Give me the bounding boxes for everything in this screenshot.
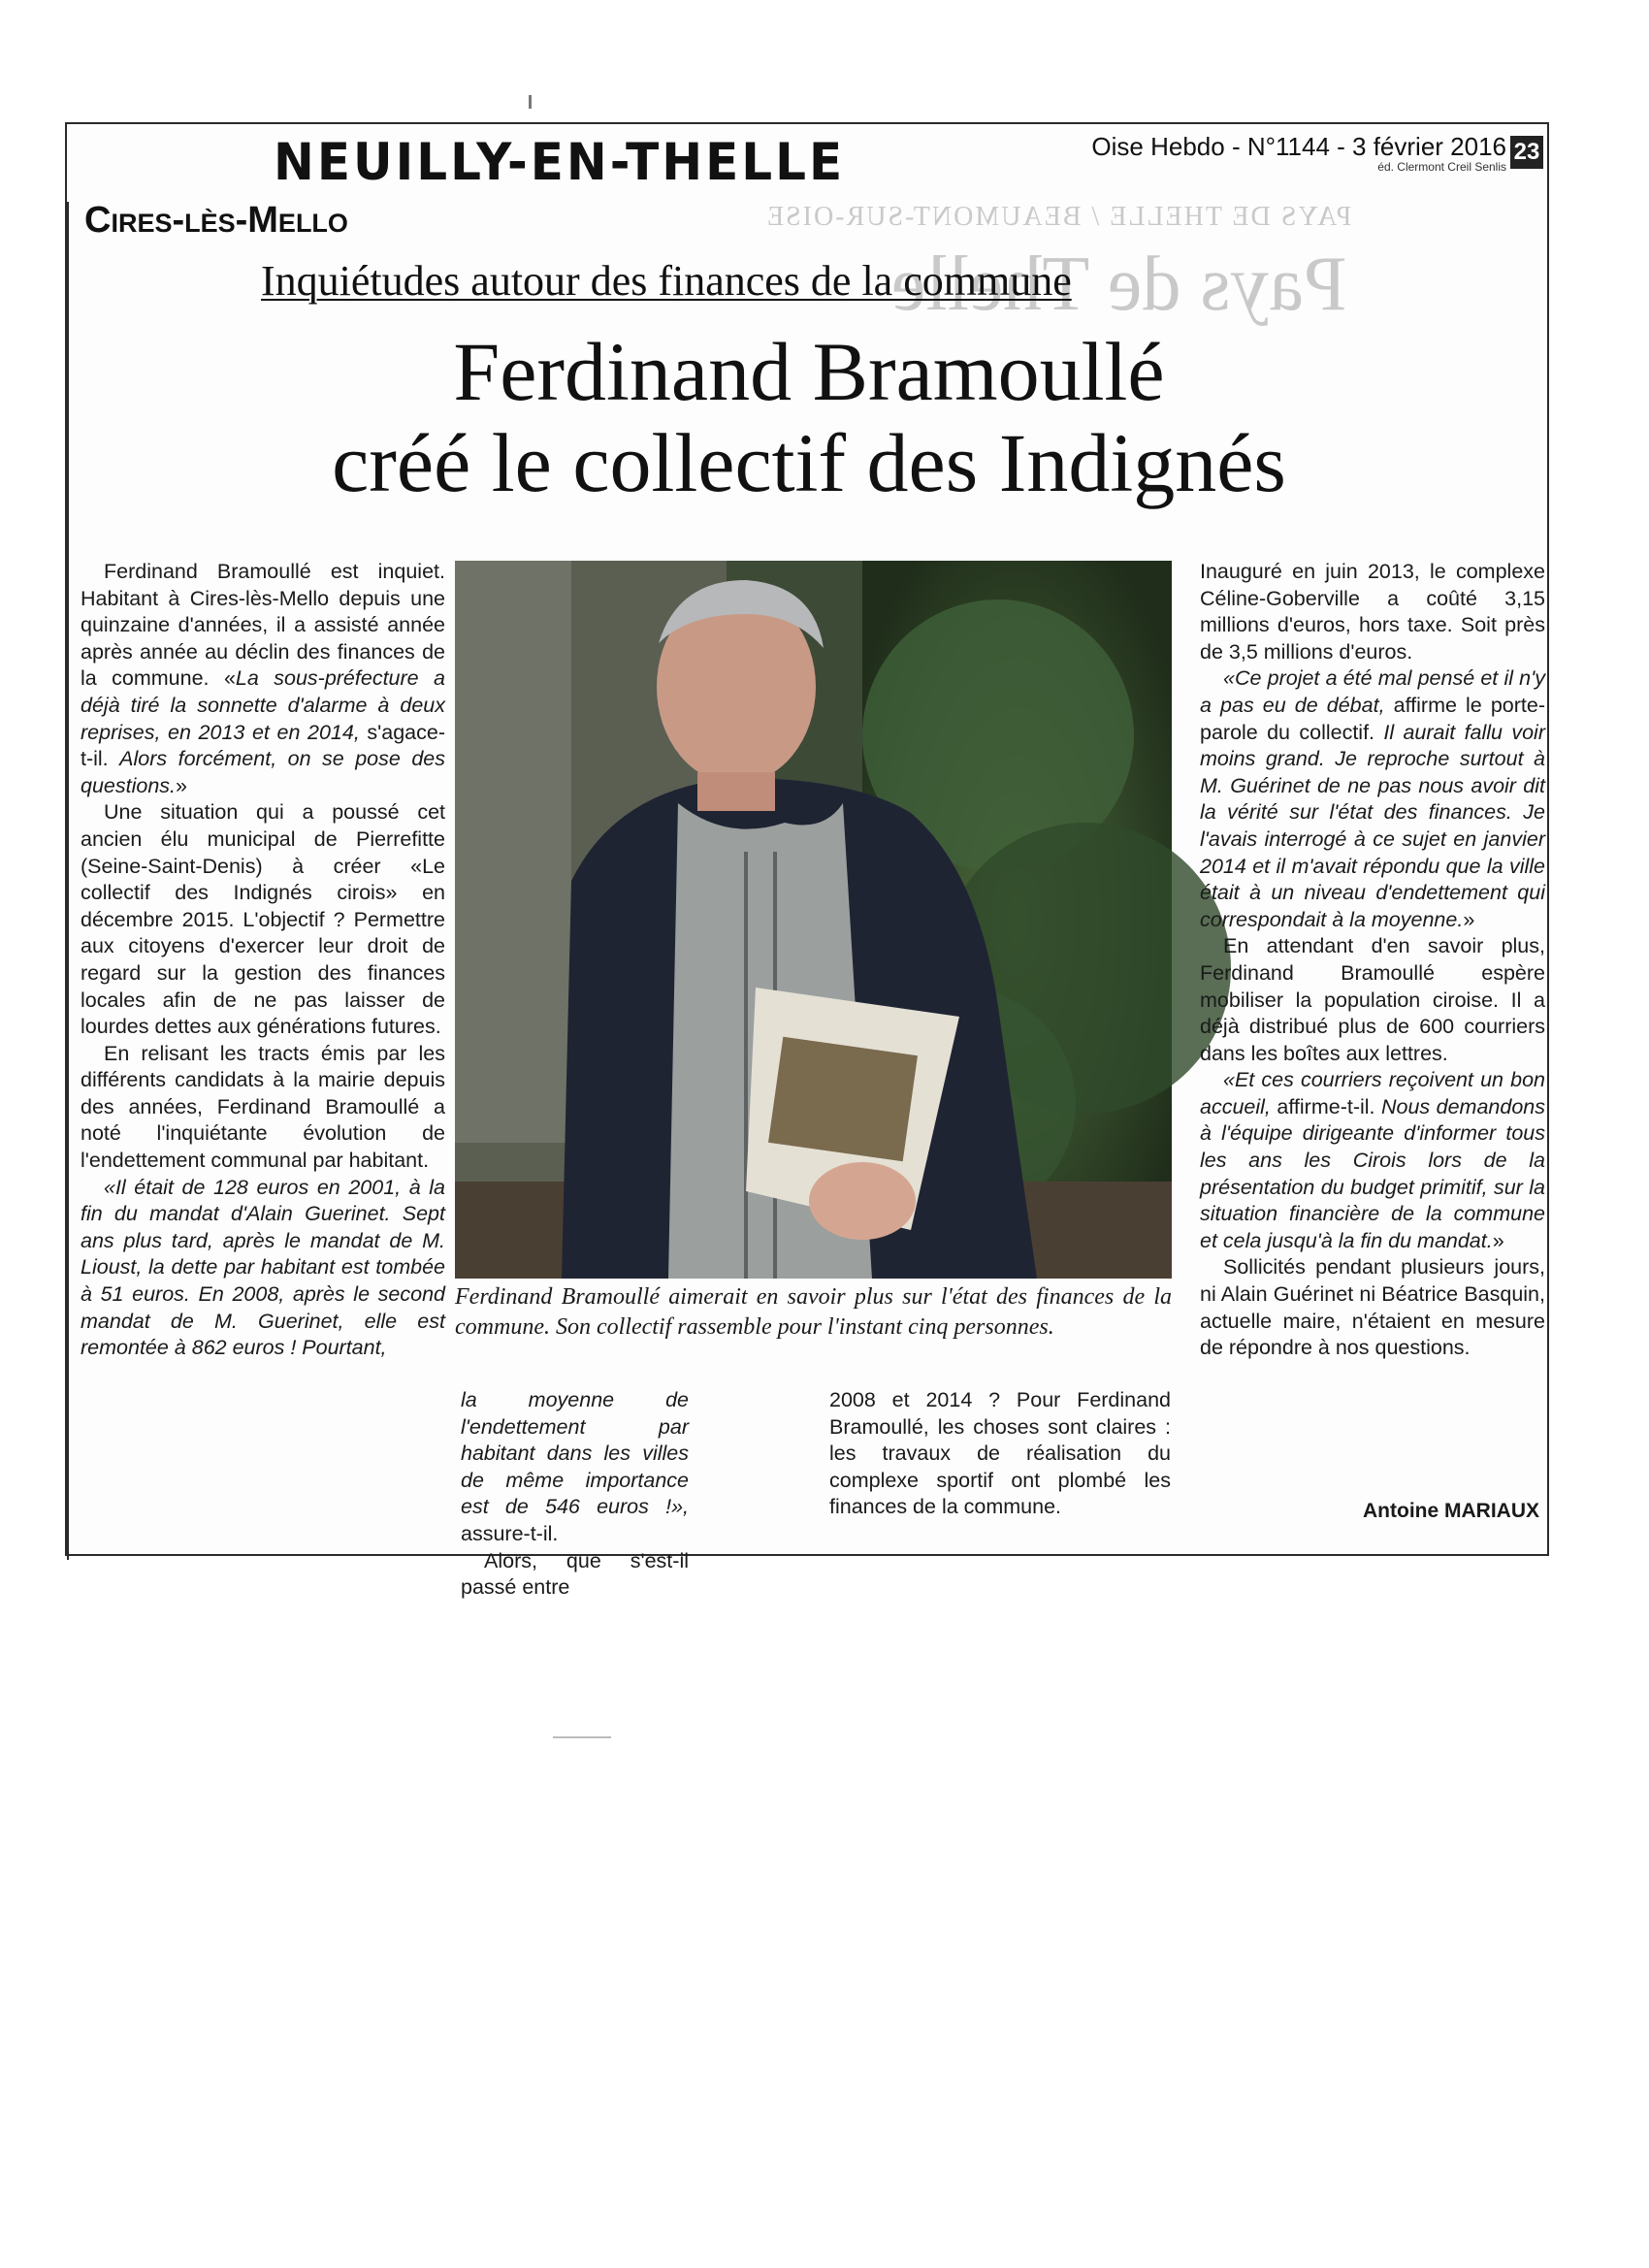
subtown-name: Cires-lès-Mello — [84, 200, 348, 241]
paragraph — [1200, 665, 1545, 933]
article-column-2 — [461, 1387, 689, 1602]
quote-span: la moyenne de l'endettement par habitant dans les villes de même importance est de 546 euros !», — [461, 1388, 689, 1519]
paragraph: Inauguré en juin 2013, le complexe Céline-Goberville a coûté 3,15 millions d'euros, hors taxe. Soit près de 3,5 millions d'euros. — [1200, 560, 1545, 664]
byline: Antoine MARIAUX — [1363, 1500, 1539, 1522]
text-span: affirme le porte-parole du collectif. — [1200, 693, 1545, 744]
quote-span: Nous demandons à l'équipe dirigeante d'informer tous les ans les Cirois lors de la présentation du budget primitif, sur la situation financière de la commune et cela jusqu'à la fin du mandat. — [1200, 1094, 1545, 1252]
page-number: 23 — [1510, 136, 1543, 169]
text-span: affirme-t-il. — [1270, 1094, 1381, 1118]
publication-title: Oise Hebdo - N°1144 - 3 février 2016 — [1091, 132, 1506, 161]
photo-caption: Ferdinand Bramoullé aimerait en savoir plus sur l'état des finances de la commune. Son collectif rassemble pour l'instant cinq personnes. — [455, 1284, 1172, 1340]
scan-speck — [553, 1736, 611, 1738]
text-span: » — [1492, 1228, 1504, 1252]
show-through-text: Pays de Thelle — [891, 242, 1347, 327]
quote-span: «Il était de 128 euros en 2001, à la fin du mandat d'Alain Guerinet. Sept ans plus tard, après le mandat de M. Lioust, la dette par habitant est tombée à 51 euros. En 2008, après le second mandat de M. Guerinet, elle est remontée à 862 euros ! Pourtant, — [81, 1175, 445, 1360]
scan-speck — [529, 95, 532, 109]
text-span: » — [1463, 907, 1475, 931]
paragraph — [81, 1175, 445, 1362]
quote-span: «Ce projet a été mal pensé et il n'y a pas eu de débat, — [1200, 666, 1545, 717]
paragraph: En relisant les tracts émis par les différents candidats à la mairie depuis des années, Ferdinand Bramoullé a noté l'inquiétante évolution de l'endettement communal par habitant. — [81, 1041, 445, 1173]
paragraph: Une situation qui a poussé cet ancien élu municipal de Pierrefitte (Seine-Saint-Denis) à créer «Le collectif des Indignés cirois» en décembre 2015. L'objectif ? Permettre aux citoyens d'exercer leur droit de regard sur la gestion des finances locales afin de ne pas laisser de lourdes dettes aux générations futures. — [81, 800, 445, 1039]
text-span: assure-t-il. — [461, 1521, 559, 1545]
text-span: s'agace-t-il. — [81, 720, 445, 771]
text-span: Ferdinand Bramoullé est inquiet. Habitant à Cires-lès-Mello depuis une quinzaine d'années, il a assisté année après année au déclin des finances de la commune. « — [81, 560, 445, 691]
paragraph: Sollicités pendant plusieurs jours, ni Alain Guérinet ni Béatrice Basquin, actuelle maire, n'étaient en mesure de répondre à nos questions. — [1200, 1255, 1545, 1360]
article-column-4 — [1200, 559, 1545, 1362]
show-through-text: PAYS DE THELLE / BEAUMONT-SUR-OISE — [765, 202, 1352, 232]
quote-span: «Et ces courriers reçoivent un bon accueil, — [1200, 1068, 1545, 1118]
paragraph: 2008 et 2014 ? Pour Ferdinand Bramoullé, les choses sont claires : les travaux de réalisation du complexe sportif ont plombé les finances de la commune. — [829, 1388, 1171, 1519]
quote-span: Il aurait fallu voir moins grand. Je reproche surtout à M. Guérinet de ne pas nous avoir dit la vérité sur l'état des finances. Je l'avais interrogé à ce sujet en janvier 2014 et il m'avait répondu que la ville était à un niveau d'endettement qui correspondait à la moyenne. — [1200, 720, 1545, 931]
town-name: NEUILLY-EN-THELLE — [274, 132, 846, 192]
headline-line-2: créé le collectif des Indignés — [332, 416, 1286, 509]
article-photo — [455, 561, 1172, 1279]
paragraph — [1200, 1067, 1545, 1254]
edition-label: éd. Clermont Creil Senlis — [1377, 160, 1506, 174]
paragraph — [81, 559, 445, 799]
paragraph: Alors, que s'est-il passé entre — [461, 1548, 689, 1600]
article-kicker: Inquiétudes autour des finances de la commune — [261, 257, 1072, 305]
article-column-1 — [81, 559, 445, 1362]
portrait-image — [455, 561, 1172, 1279]
text-span: » — [176, 773, 187, 797]
quote-span: La sous-préfecture a déjà tiré la sonnette d'alarme à deux reprises, en 2013 et en 2014, — [81, 666, 445, 744]
paragraph — [461, 1387, 689, 1548]
headline-line-1: Ferdinand Bramoullé — [453, 325, 1165, 418]
quote-span: Alors forcément, on se pose des questions. — [81, 747, 445, 797]
publication-info — [1091, 132, 1506, 174]
article-column-3 — [829, 1387, 1171, 1521]
newspaper-clipping — [65, 122, 1549, 1600]
paragraph: En attendant d'en savoir plus, Ferdinand Bramoullé espère mobiliser la population ciroise. Il a déjà distribué plus de 600 courriers dans les boîtes aux lettres. — [1200, 934, 1545, 1065]
